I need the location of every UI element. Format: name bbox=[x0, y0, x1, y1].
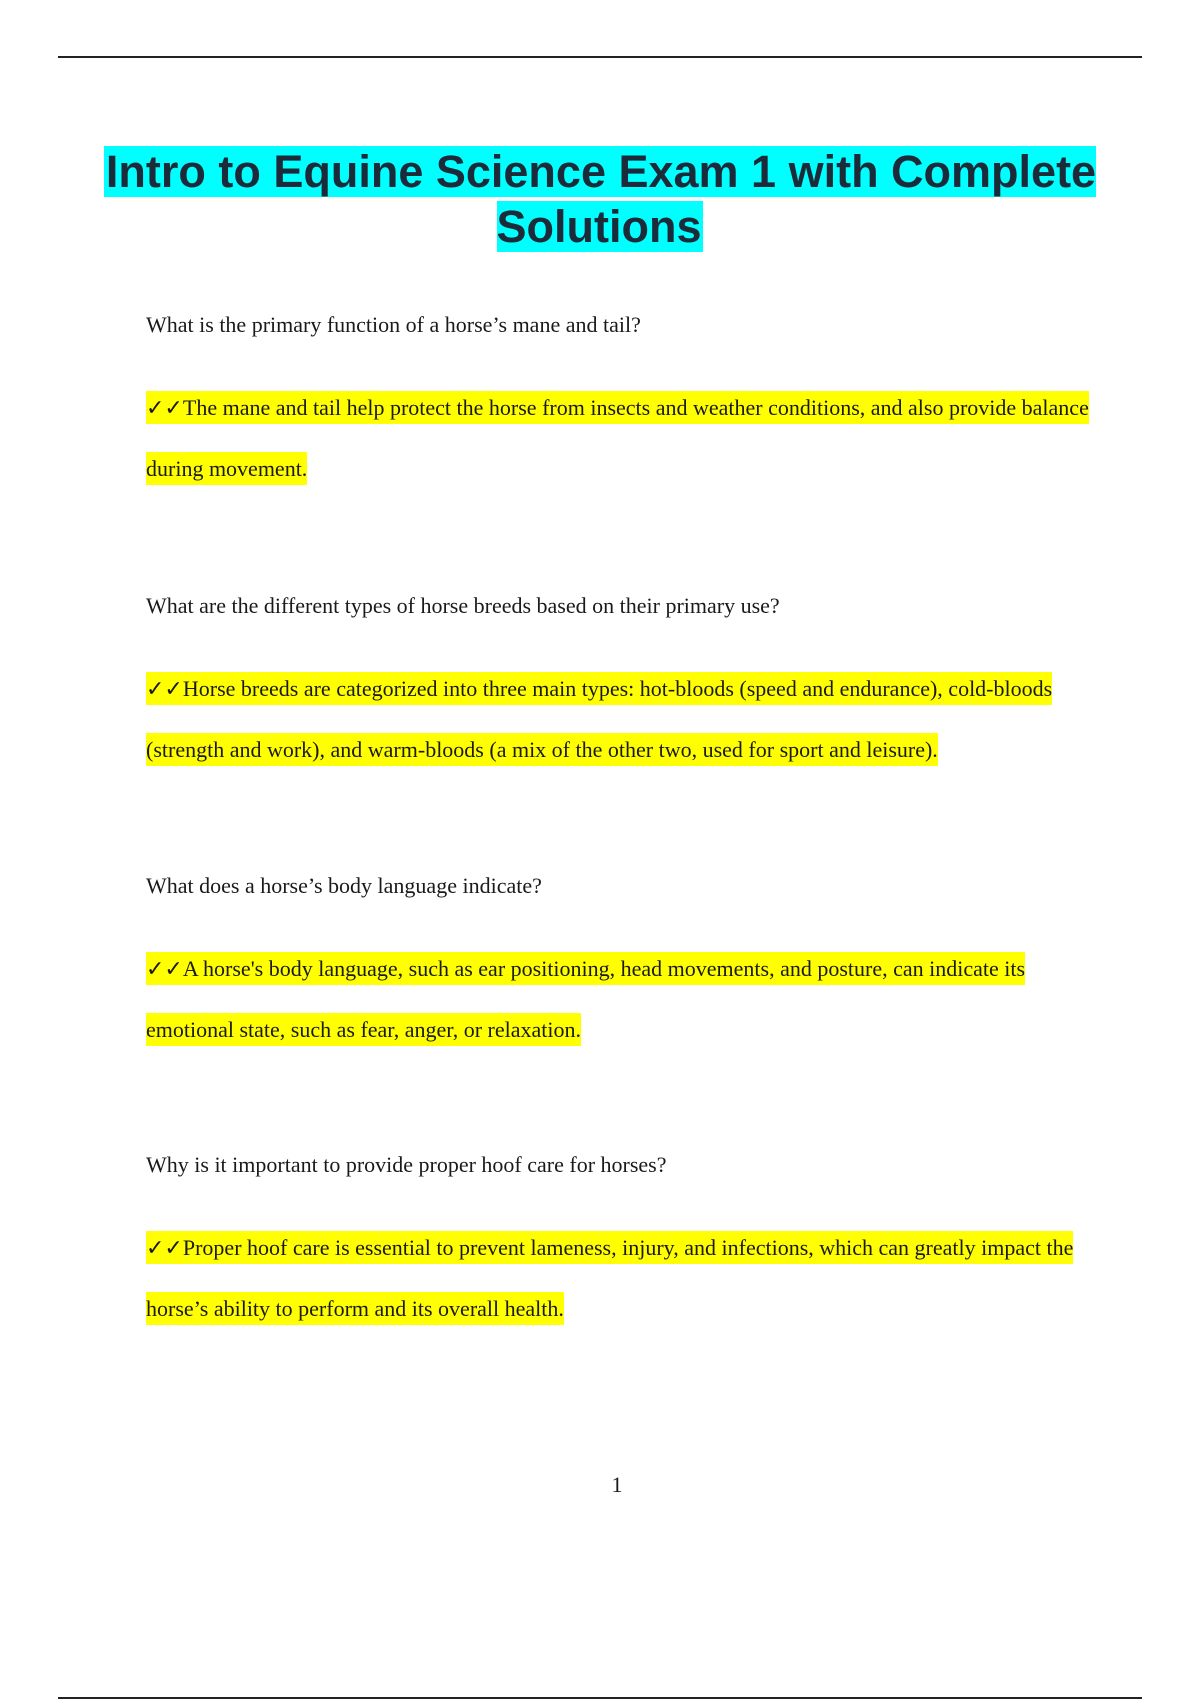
check-icon: ✓✓ bbox=[146, 1236, 183, 1261]
answer-block bbox=[146, 659, 1106, 780]
question-text: Why is it important to provide proper hoof care for horses? bbox=[146, 1152, 667, 1177]
check-icon: ✓✓ bbox=[146, 677, 183, 702]
qa-item-3 bbox=[146, 873, 1106, 1060]
answer-block bbox=[146, 939, 1106, 1060]
check-icon: ✓✓ bbox=[146, 957, 183, 982]
answer-highlight bbox=[146, 391, 1089, 485]
page-number: 1 bbox=[611, 1472, 623, 1497]
answer-text: Proper hoof care is essential to prevent lameness, injury, and infections, which can greatly impact the horse’s ability to perform and its overall health. bbox=[146, 1235, 1074, 1321]
title-text: Intro to Equine Science Exam 1 with Complete Solutions bbox=[105, 146, 1097, 252]
question-text: What is the primary function of a horse’s mane and tail? bbox=[146, 312, 641, 337]
qa-item-2 bbox=[146, 593, 1106, 780]
qa-item-1 bbox=[146, 312, 1106, 499]
question-text: What does a horse’s body language indicate? bbox=[146, 873, 542, 898]
answer-text: The mane and tail help protect the horse from insects and weather conditions, and also provide balance during movement. bbox=[146, 395, 1089, 481]
answer-highlight bbox=[146, 1231, 1073, 1325]
answer-text: Horse breeds are categorized into three main types: hot-bloods (speed and endurance), cold-bloods (strength and work), and warm-bloods (a mix of the other two, used for sport and leisure). bbox=[146, 676, 1053, 762]
document-title bbox=[100, 144, 1100, 254]
question-text: What are the different types of horse breeds based on their primary use? bbox=[146, 593, 780, 618]
answer-highlight bbox=[146, 952, 1025, 1046]
check-icon: ✓✓ bbox=[146, 396, 183, 421]
answer-text: A horse's body language, such as ear positioning, head movements, and posture, can indicate its emotional state, such as fear, anger, or relaxation. bbox=[146, 956, 1026, 1042]
answer-block bbox=[146, 1218, 1106, 1339]
bottom-rule bbox=[58, 1697, 1142, 1699]
answer-block bbox=[146, 378, 1106, 499]
answer-highlight bbox=[146, 672, 1052, 766]
qa-item-4 bbox=[146, 1152, 1106, 1339]
top-rule bbox=[58, 56, 1142, 58]
